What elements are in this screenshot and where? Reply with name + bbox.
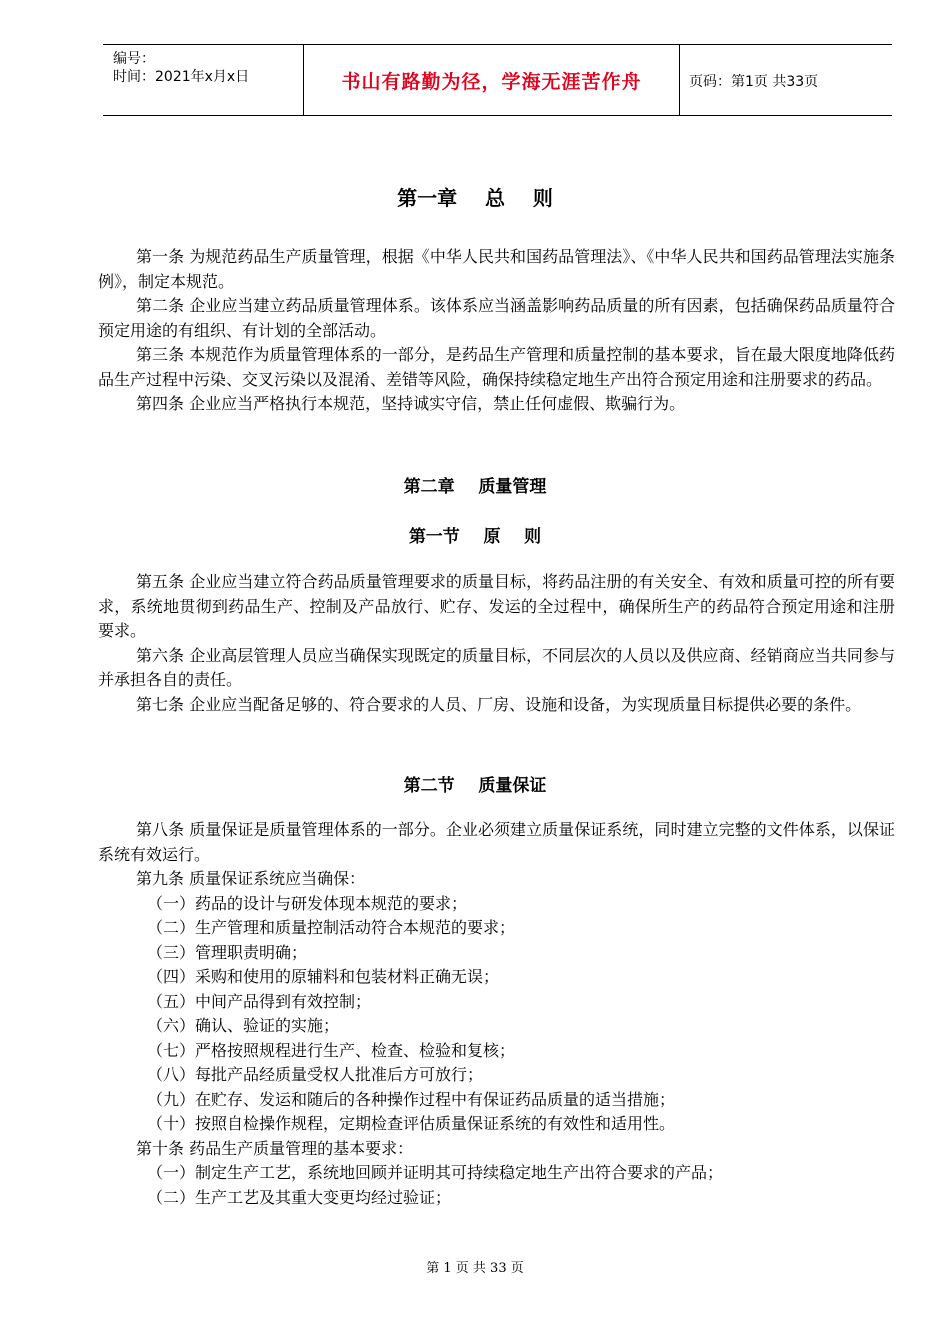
- chapter1-title: 第一章 总 则: [397, 186, 553, 210]
- list-item: （六）确认、验证的实施；: [147, 1016, 340, 1035]
- article-2: 第二条 企业应当建立药品质量管理体系。该体系应当涵盖影响药品质量的所有因素，包括确保药品质量符合预定用途的有组织、有计划的全部活动。: [98, 296, 895, 340]
- list-item: （八）每批产品经质量受权人批准后方可放行；: [147, 1065, 484, 1084]
- list-item: （二）生产管理和质量控制活动符合本规范的要求；: [147, 918, 516, 937]
- section2-title: 第二节 质量保证: [403, 776, 547, 796]
- header-meta-cell: [103, 45, 303, 115]
- article-5: 第五条 企业应当建立符合药品质量管理要求的质量目标，将药品注册的有关安全、有效和质量可控的所有要求，系统地贯彻到药品生产、控制及产品放行、贮存、发运的全过程中，确保所生产的药品符合预定用途和注册要求。: [98, 572, 895, 640]
- article-10: 第十条 药品生产质量管理的基本要求：: [136, 1138, 414, 1158]
- article-8: 第八条 质量保证是质量管理体系的一部分。企业必须建立质量保证系统，同时建立完整的文件体系，以保证系统有效运行。: [98, 820, 895, 864]
- number-label: 编号：: [113, 51, 155, 67]
- list-item: （一）药品的设计与研发体现本规范的要求；: [147, 893, 468, 913]
- list-item: （二）生产工艺及其重大变更均经过验证；: [147, 1187, 452, 1207]
- article-3: 第三条 本规范作为质量管理体系的一部分，是药品生产管理和质量控制的基本要求，旨在最大限度地降低药品生产过程中污染、交叉污染以及混淆、差错等风险，确保持续稳定地生产出符合预定用途和注册要求的药品。: [98, 345, 895, 389]
- article-7: 第七条 企业应当配备足够的、符合要求的人员、厂房、设施和设备，为实现质量目标提供必要的条件。: [136, 694, 862, 714]
- article-4: 第四条 企业应当严格执行本规范，坚持诚实守信，禁止任何虚假、欺骗行为。: [136, 394, 686, 413]
- header-page-cell: [679, 45, 892, 115]
- article-1: 第一条 为规范药品生产质量管理，根据《中华人民共和国药品管理法》、《中华人民共和国药品管理法实施条例》，制定本规范。: [98, 247, 895, 291]
- list-item: （一）制定生产工艺，系统地回顾并证明其可持续稳定地生产出符合要求的产品；: [147, 1163, 724, 1182]
- list-item: （三）管理职责明确；: [147, 942, 308, 962]
- chapter2-title: 第二章 质量管理: [403, 477, 547, 497]
- list-item: （四）采购和使用的原辅料和包装材料正确无误；: [147, 967, 500, 986]
- section1-body: [98, 570, 895, 717]
- chapter1-body: [98, 245, 895, 417]
- list-item: （七）严格按照规程进行生产、检查、检验和复核；: [147, 1040, 516, 1060]
- article-9: 第九条 质量保证系统应当确保：: [136, 869, 366, 888]
- page-label: 页码：第1页 共33页: [689, 74, 819, 90]
- motto-text: 书山有路勤为径，学海无涯苦作舟: [341, 71, 642, 93]
- page-footer: 第 1 页 共 33 页: [426, 1261, 524, 1276]
- list-item: （九）在贮存、发运和随后的各种操作过程中有保证药品质量的适当措施；: [147, 1089, 676, 1109]
- header-motto-cell: [303, 45, 680, 115]
- section1-title: 第一节 原 则: [408, 527, 542, 547]
- list-item: （五）中间产品得到有效控制；: [147, 991, 372, 1011]
- article-6: 第六条 企业高层管理人员应当确保实现既定的质量目标，不同层次的人员以及供应商、经销商应当共同参与并承担各自的责任。: [98, 645, 895, 689]
- document-header: [103, 44, 892, 116]
- section2-body: [98, 818, 895, 1210]
- list-item: （十）按照自检操作规程，定期检查评估质量保证系统的有效性和适用性。: [147, 1114, 676, 1133]
- time-label: 时间：2021年x月x日: [113, 69, 250, 85]
